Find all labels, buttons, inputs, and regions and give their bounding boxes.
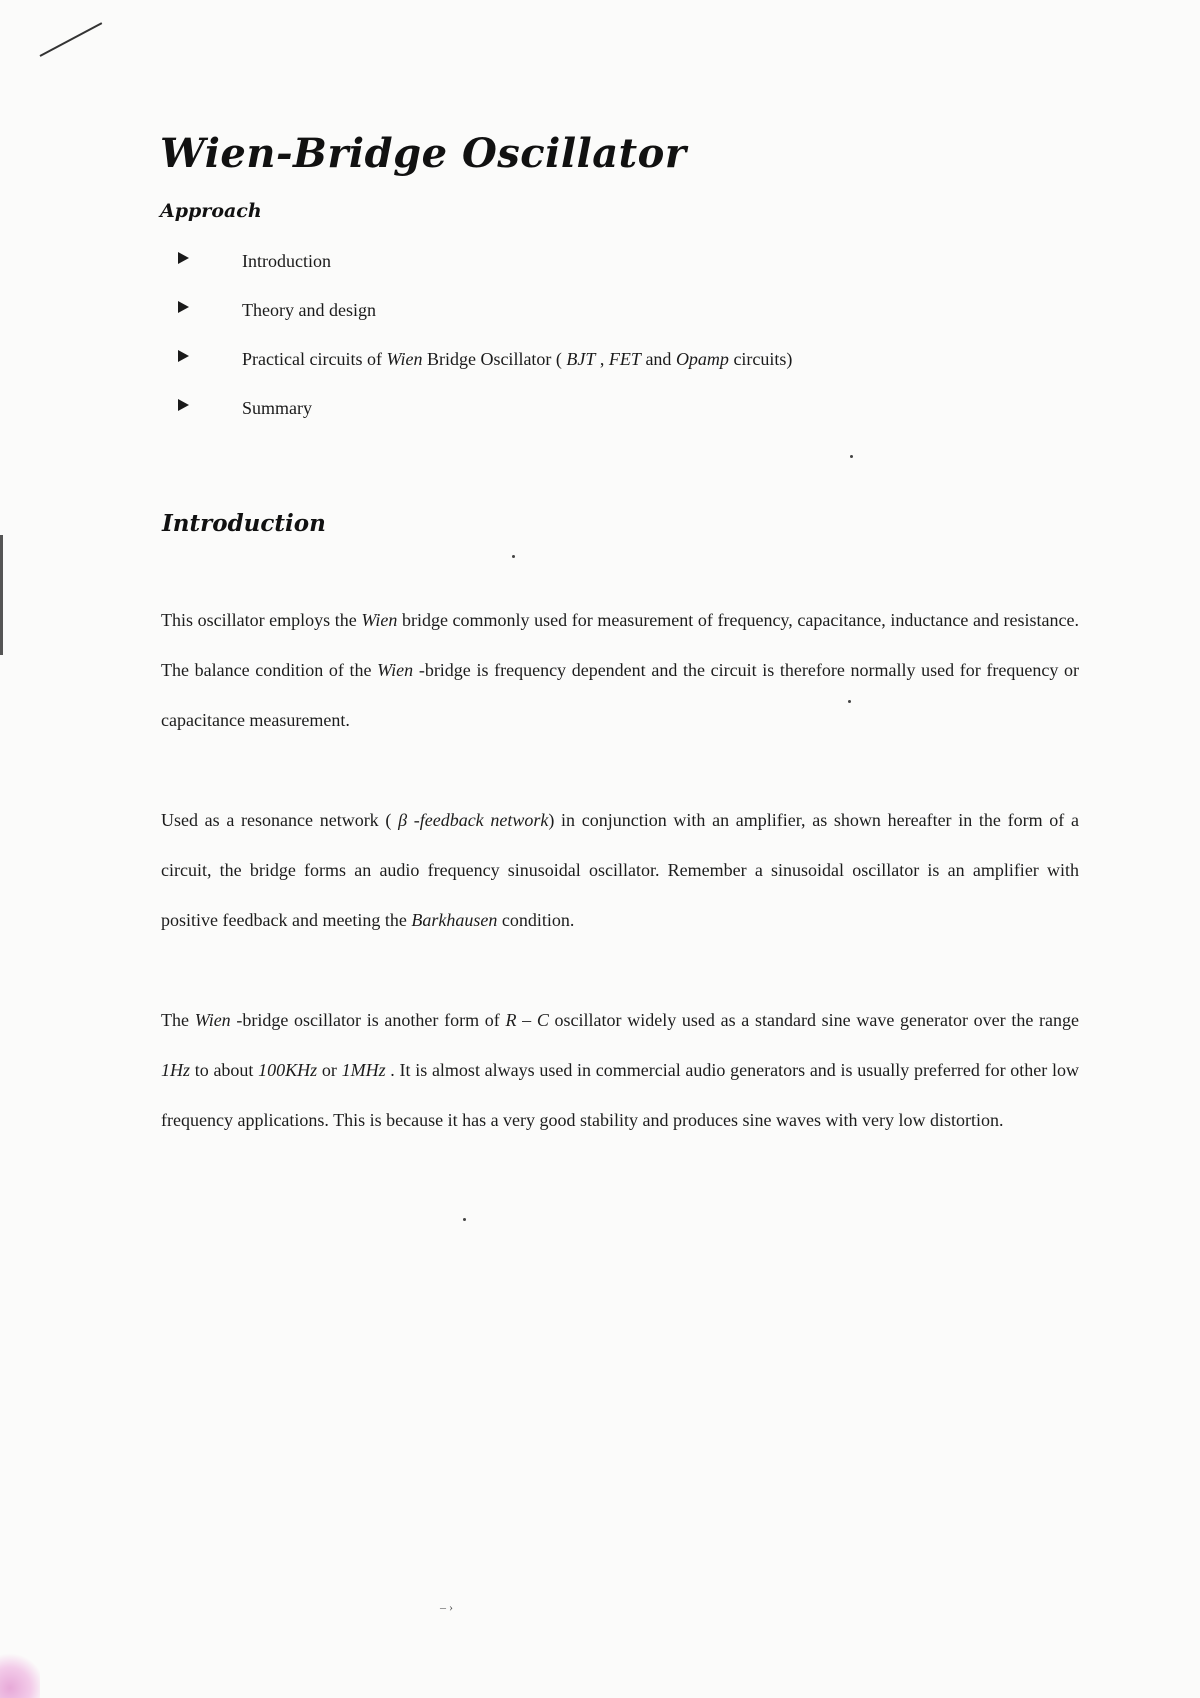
italic-term: Wien	[361, 610, 398, 630]
list-item-text	[242, 348, 792, 370]
text-run: Bridge Oscillator (	[422, 349, 567, 369]
scan-speck	[848, 700, 851, 703]
italic-term: Wien	[386, 349, 423, 369]
list-item-text	[242, 250, 331, 272]
corner-stain	[0, 1653, 40, 1698]
text-run: The	[161, 1010, 195, 1030]
italic-term: 1MHz	[341, 1060, 386, 1080]
text-run: -bridge is frequency dependent and the circuit is therefore normally used for frequency or capacitance measurement.	[161, 660, 1079, 730]
text-run: condition.	[497, 910, 575, 930]
italic-term: BJT	[566, 349, 596, 369]
text-run: Theory and design	[242, 300, 376, 320]
approach-heading: Approach	[160, 200, 262, 222]
text-run: circuits)	[728, 349, 793, 369]
text-run: Introduction	[242, 251, 331, 271]
italic-term: Opamp	[675, 349, 729, 369]
text-run: Used as a resonance network (	[161, 810, 399, 830]
italic-term: R – C	[505, 1010, 549, 1030]
arrow-bullet-icon	[178, 350, 189, 362]
arrow-bullet-icon	[178, 252, 189, 264]
text-run: Summary	[242, 398, 312, 418]
text-run: ,	[595, 349, 609, 369]
intro-paragraph-3	[161, 995, 1079, 1145]
scan-speck	[512, 555, 515, 558]
text-run: and	[640, 349, 676, 369]
arrow-bullet-icon	[178, 301, 189, 313]
italic-term: Wien	[194, 1010, 231, 1030]
footer-mark: – ›	[440, 1600, 453, 1614]
list-item-text	[242, 299, 376, 321]
scan-speck	[850, 455, 853, 458]
italic-term: FET	[608, 349, 641, 369]
pen-mark	[40, 22, 103, 57]
italic-term: β -feedback network	[398, 810, 549, 830]
text-run: . It is almost always used in commercial audio generators and is usually preferred for other low frequency applications. This is because it has a very good stability and produces sine waves with very low distortion.	[161, 1060, 1079, 1130]
text-run: ) in conjunction with an amplifier, as shown hereafter in the form of a circuit, the bridge forms an audio frequency sinusoidal oscillator. Remember a sinusoidal oscillator is an amplifier with positive feedback and meeting the	[161, 810, 1079, 930]
italic-term: 100KHz	[258, 1060, 318, 1080]
text-run: bridge commonly used for measurement of frequency, capacitance, inductance and resistance. The balance condition of the	[161, 610, 1080, 680]
text-run: to about	[190, 1060, 259, 1080]
intro-paragraph-2	[161, 795, 1079, 945]
intro-paragraph-1	[161, 595, 1079, 745]
italic-term: 1Hz	[161, 1060, 191, 1080]
text-run: oscillator widely used as a standard sine wave generator over the range	[548, 1010, 1079, 1030]
page-title: Wien-Bridge Oscillator	[160, 130, 687, 177]
text-run: or	[317, 1060, 342, 1080]
text-run: This oscillator employs the	[161, 610, 362, 630]
arrow-bullet-icon	[178, 399, 189, 411]
italic-term: Wien	[377, 660, 414, 680]
list-item-text	[242, 397, 312, 419]
introduction-heading: Introduction	[162, 510, 326, 537]
text-run: Practical circuits of	[242, 349, 387, 369]
scan-edge-line	[0, 535, 3, 655]
italic-term: Barkhausen	[411, 910, 498, 930]
text-run: -bridge oscillator is another form of	[230, 1010, 506, 1030]
scan-speck	[463, 1218, 466, 1221]
